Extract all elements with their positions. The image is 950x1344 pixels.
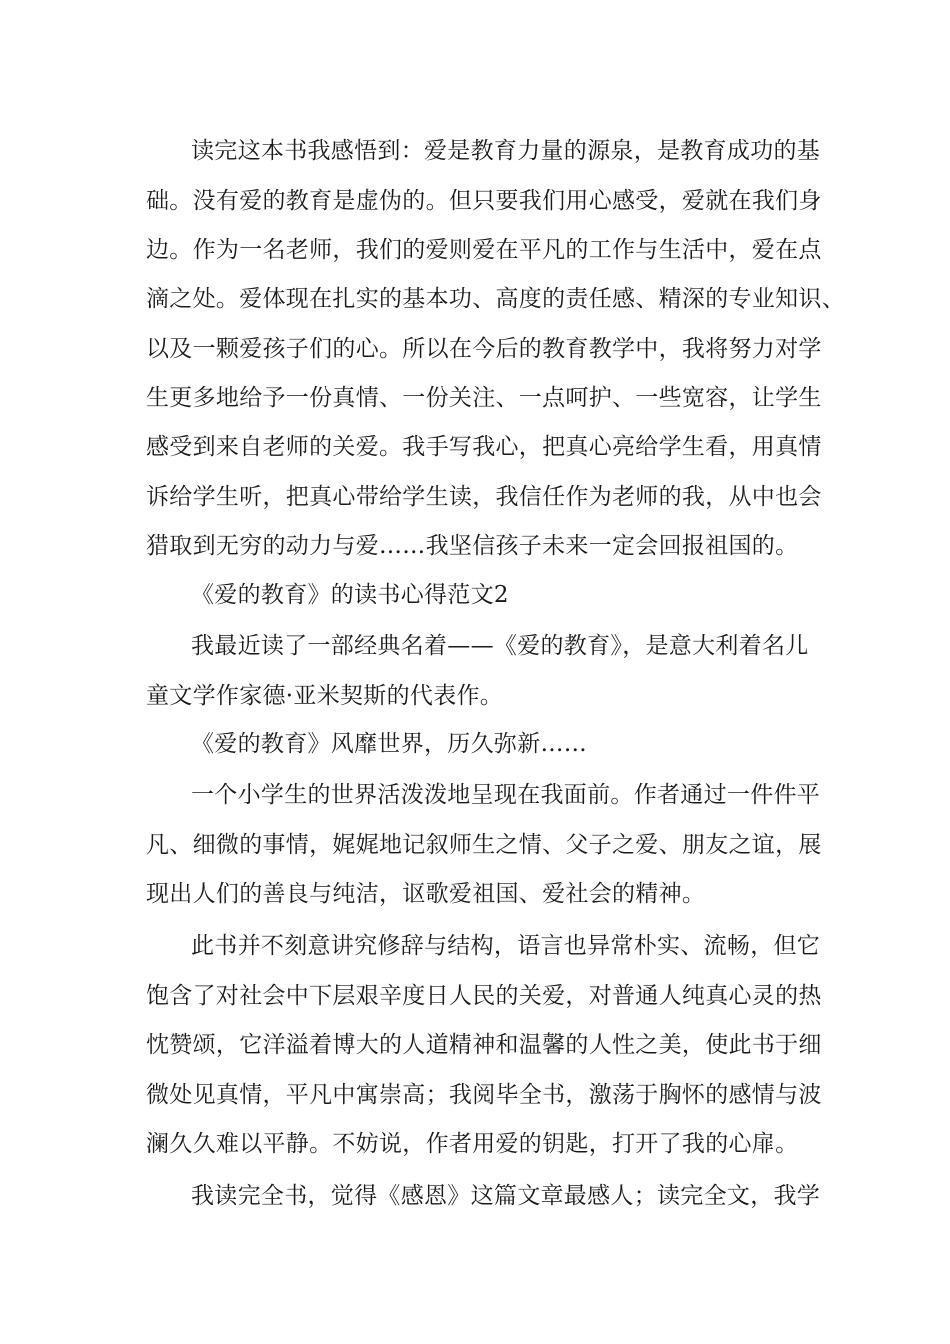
paragraph-line: 以及一颗爱孩子们的心。所以在今后的教育教学中，我将努力对学 [146, 336, 822, 362]
paragraph-line: 饱含了对社会中下层艰辛度日人民的关爱，对普通人纯真心灵的热 [146, 983, 822, 1009]
paragraph-line: 童文学作家德·亚米契斯的代表作。 [146, 683, 504, 709]
section-heading: 《爱的教育》的读书心得范文2 [191, 582, 509, 608]
paragraph-line: 微处见真情，平凡中寓崇高；我阅毕全书，激荡于胸怀的感情与波 [146, 1082, 822, 1108]
paragraph-line: 读完这本书我感悟到：爱是教育力量的源泉，是教育成功的基 [191, 138, 821, 164]
paragraph-line: 凡、细微的事情，娓娓地记叙师生之情、父子之爱、朋友之谊，展 [146, 832, 822, 858]
paragraph-line: 猎取到无穷的动力与爱……我坚信孩子未来一定会回报祖国的。 [146, 533, 799, 559]
paragraph-line: 滴之处。爱体现在扎实的基本功、高度的责任感、精深的专业知识、 [146, 286, 845, 312]
paragraph-line: 一个小学生的世界活泼泼地呈现在我面前。作者通过一件件平 [191, 782, 821, 808]
paragraph-line: 感受到来自老师的关爱。我手写我心，把真心亮给学生看，用真情 [146, 434, 822, 460]
paragraph-line: 澜久久难以平静。不妨说，作者用爱的钥匙，打开了我的心扉。 [146, 1131, 799, 1157]
paragraph-line: 现出人们的善良与纯洁，讴歌爱祖国、爱社会的精神。 [146, 881, 706, 907]
paragraph-line: 此书并不刻意讲究修辞与结构，语言也异常朴实、流畅，但它 [191, 933, 821, 959]
paragraph-line: 我读完全书，觉得《感恩》这篇文章最感人；读完全文，我学 [191, 1183, 821, 1209]
paragraph-line: 诉给学生听，把真心带给学生读，我信任作为老师的我，从中也会 [146, 484, 822, 510]
paragraph-line: 忱赞颂，它洋溢着博大的人道精神和温馨的人性之美，使此书于细 [146, 1032, 822, 1058]
paragraph-line: 《爱的教育》风靡世界，历久弥新…… [191, 731, 588, 757]
paragraph-line: 边。作为一名老师，我们的爱则爱在平凡的工作与生活中，爱在点 [146, 237, 822, 263]
paragraph-line: 生更多地给予一份真情、一份关注、一点呵护、一些宽容，让学生 [146, 385, 822, 411]
paragraph-line: 我最近读了一部经典名着——《爱的教育》，是意大利着名儿 [191, 633, 809, 659]
paragraph-line: 础。没有爱的教育是虚伪的。但只要我们用心感受，爱就在我们身 [146, 188, 822, 214]
